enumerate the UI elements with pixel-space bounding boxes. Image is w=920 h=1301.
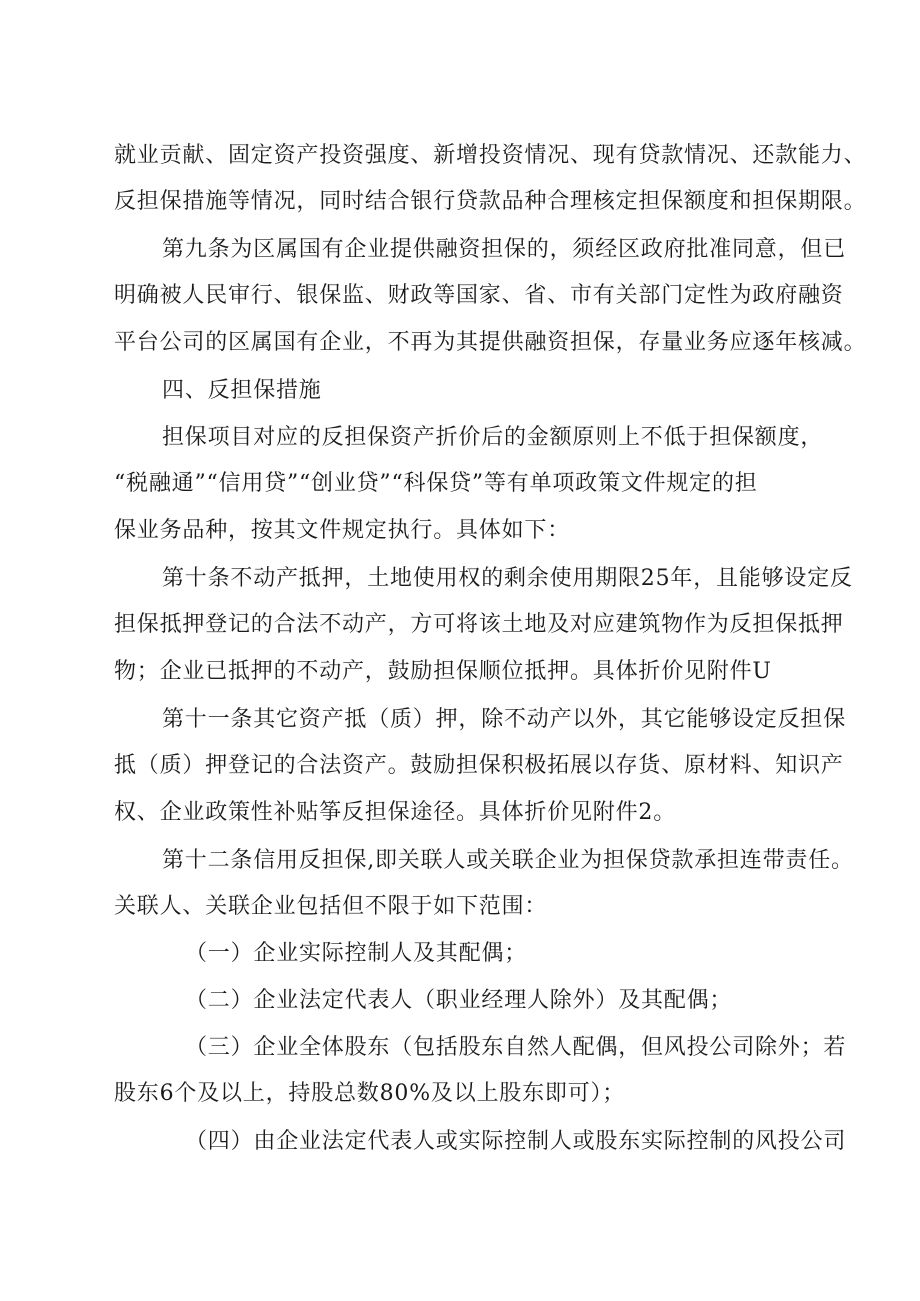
- section-heading: 四、反担保措施: [162, 378, 322, 403]
- text-line: 第九条为区属国有企业提供融资担保的，须经区政府批准同意，但已: [162, 237, 847, 262]
- text-line: 物；企业已抵押的不动产，鼓励担保顺位抵押。具体折价见附件U: [114, 659, 772, 684]
- text-line: 就业贡献、固定资产投资强度、新增投资情况、现有贷款情况、还款能力、: [114, 143, 867, 168]
- text-line: 第十条不动产抵押，土地使用权的剩余使用期限25年，且能够设定反: [162, 566, 853, 591]
- text-line: 明确被人民审行、银保监、财政等国家、省、市有关部门定性为政府融资: [114, 283, 844, 308]
- text-line: 第十二条信用反担保,即关联人或关联企业为担保贷款承担连带责任。: [162, 848, 854, 873]
- text-line: 第十一条其它资产抵（质）押，除不动产以外，其它能够设定反担保: [162, 707, 847, 732]
- text-line: 股东6个及以上，持股总数80%及以上股东即可）；: [114, 1081, 626, 1106]
- text-line: 保业务品种，按其文件规定执行。具体如下：: [114, 518, 571, 543]
- list-item: （一）企业实际控制人及其配偶；: [185, 941, 528, 966]
- text-line: 关联人、关联企业包括但不限于如下范围：: [114, 894, 548, 919]
- text-line: 抵（质）押登记的合法资产。鼓励担保积极拓展以存货、原材料、知识产: [114, 753, 844, 778]
- text-line: “税融通”“信用贷”“创业贷”“科保贷”等有单项政策文件规定的担: [114, 471, 758, 496]
- text-line: 担保项目对应的反担保资产折价后的金额原则上不低于担保额度，: [162, 425, 824, 450]
- text-line: 权、企业政策性补贴筝反担保途径。具体折价见附件2。: [114, 800, 676, 825]
- list-item: （二）企业法定代表人（职业经理人除外）及其配偶；: [185, 988, 733, 1013]
- text-line: 反担保措施等情况，同时结合银行贷款品种合理核定担保额度和担保期限。: [114, 189, 867, 214]
- text-line: 担保抵押登记的合法不动产，方可将该土地及对应建筑物作为反担保抵押: [114, 612, 844, 637]
- list-item: （四）由企业法定代表人或实际控制人或股东实际控制的风投公司: [185, 1129, 847, 1154]
- text-line: 平台公司的区属国有企业，不再为其提供融资担保，存量业务应逐年核减。: [114, 330, 867, 355]
- list-item: （三）企业全体股东（包括股东自然人配偶，但风投公司除外；若: [185, 1035, 847, 1060]
